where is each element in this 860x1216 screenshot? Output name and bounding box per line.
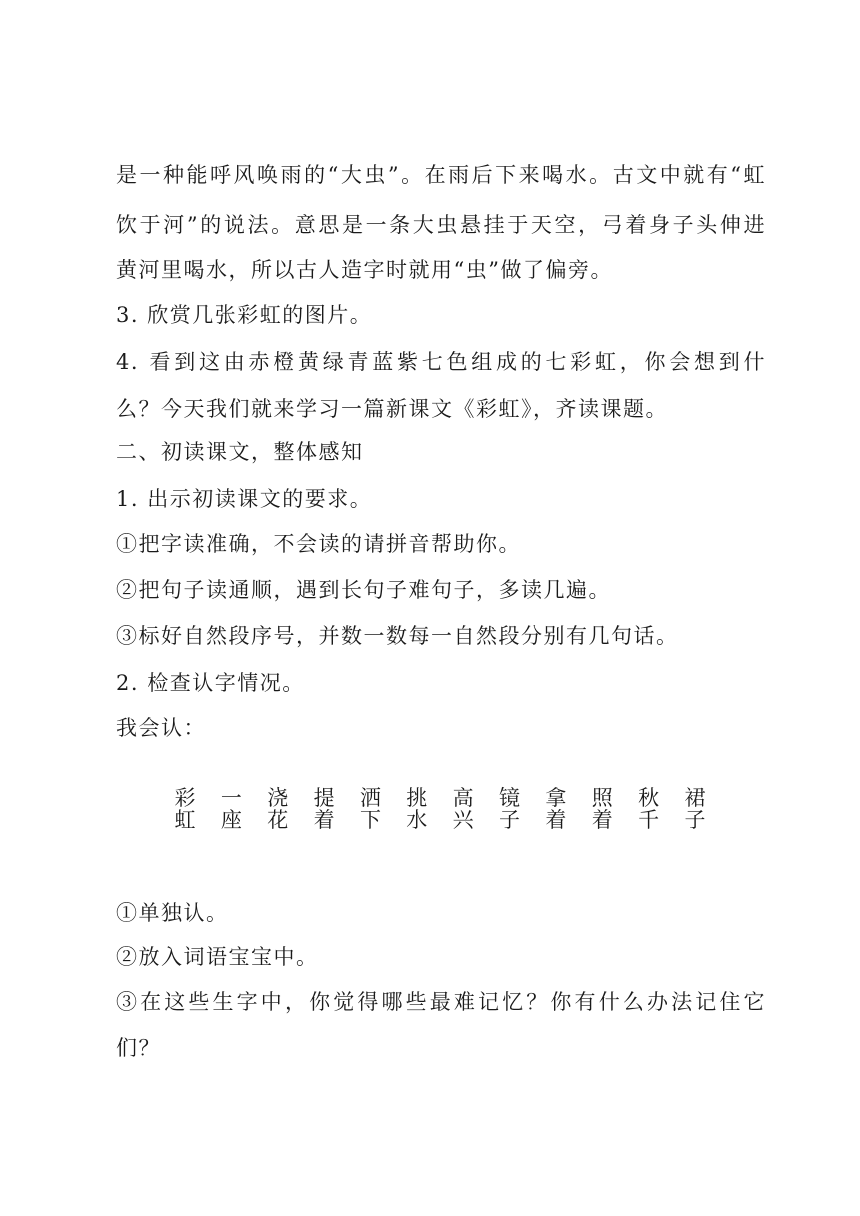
character: 提 (313, 786, 335, 810)
character: 拿 (545, 786, 567, 810)
section-heading: 二、初读课文，整体感知 (116, 440, 364, 464)
character: 彩 (174, 786, 196, 810)
character: 着 (313, 808, 335, 832)
character: 虹 (174, 808, 196, 832)
paragraph-line: 饮于河”的说法。意思是一条大虫悬挂于天空，弓着身子头伸进 (116, 213, 766, 237)
activity-3-line: ③在这些生字中，你觉得哪些最难记忆？你有什么办法记住它 (116, 990, 766, 1014)
character: 秋 (638, 786, 660, 810)
paragraph-line: 黄河里喝水，所以古人造字时就用“虫”做了偏旁。 (116, 258, 613, 282)
paragraph-line: 是一种能呼风唤雨的“大虫”。在雨后下来喝水。古文中就有“虹 (116, 163, 766, 187)
character: 裙 (684, 786, 706, 810)
requirement-1: ①把字读准确，不会读的请拼音帮助你。 (116, 532, 521, 556)
character: 着 (591, 808, 613, 832)
character: 浇 (267, 786, 289, 810)
step-3-line: 3. 欣赏几张彩虹的图片。 (116, 303, 373, 327)
character: 挑 (406, 786, 428, 810)
requirement-3: ③标好自然段序号，并数一数每一自然段分别有几句话。 (116, 624, 679, 648)
character: 花 (267, 808, 289, 832)
step-4-line: 么？今天我们就来学习一篇新课文《彩虹》，齐读课题。 (116, 397, 668, 421)
character: 照 (591, 786, 613, 810)
character: 镜 (499, 786, 521, 810)
character: 座 (220, 808, 242, 832)
character-row-2 (170, 808, 710, 832)
character-row-1 (170, 786, 710, 810)
character: 水 (406, 808, 428, 832)
character: 一 (220, 786, 242, 810)
activity-3-line: 们？ (116, 1036, 161, 1060)
character: 子 (684, 808, 706, 832)
i-can-recognize-label: 我会认： (116, 716, 206, 740)
character: 着 (545, 808, 567, 832)
sub-step-2: 2. 检查认字情况。 (116, 671, 305, 695)
character: 兴 (452, 808, 474, 832)
character: 下 (359, 808, 381, 832)
character: 高 (452, 786, 474, 810)
character: 子 (499, 808, 521, 832)
activity-2: ②放入词语宝宝中。 (116, 945, 319, 969)
activity-1: ①单独认。 (116, 901, 229, 925)
sub-step-1: 1. 出示初读课文的要求。 (116, 487, 373, 511)
step-4-line: 4. 看到这由赤橙黄绿青蓝紫七色组成的七彩虹，你会想到什 (116, 350, 766, 374)
character: 千 (638, 808, 660, 832)
requirement-2: ②把句子读通顺，遇到长句子难句子，多读几遍。 (116, 578, 611, 602)
character: 洒 (359, 786, 381, 810)
